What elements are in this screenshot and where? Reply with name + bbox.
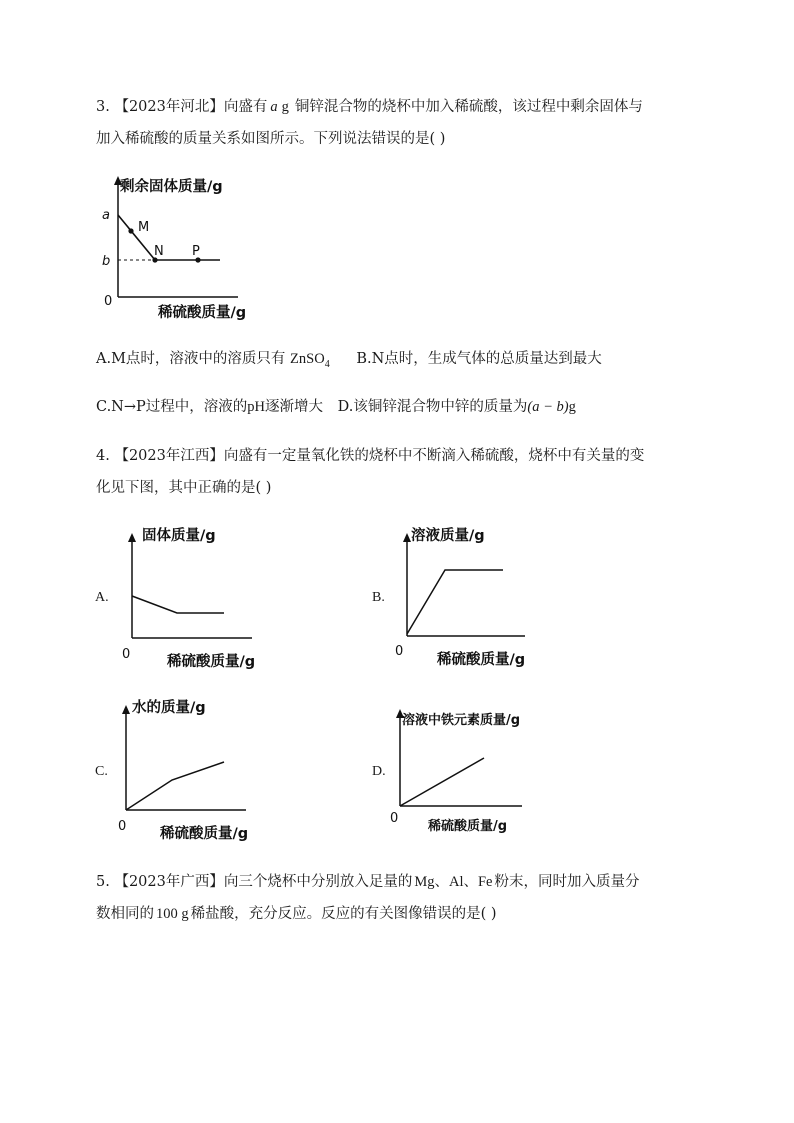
- q4a-ylabel: 固体质量/g: [142, 528, 216, 544]
- q4a-y-arrow: [128, 533, 136, 542]
- q3-var-a: a: [270, 99, 278, 115]
- q4b-origin: 0: [395, 644, 404, 659]
- q3-unit-g: g: [281, 99, 289, 115]
- q4c-ylabel: 水的质量/g: [132, 700, 206, 716]
- q3-suffix: 铜锌混合物的烧杯中加入稀硫酸，该过程中剩余固体与: [294, 99, 643, 115]
- q4b-y-arrow: [403, 533, 411, 542]
- q3-a-tick: a: [102, 208, 110, 223]
- q4b-ylabel: 溶液质量/g: [411, 528, 485, 544]
- q3-option-d[interactable]: D.该铜锌混合物中锌的质量为(a − b)g: [337, 399, 576, 415]
- q4a-xlabel: 稀硫酸质量/g: [167, 654, 256, 670]
- q3-ylabel: 剩余固体质量/g: [120, 179, 223, 195]
- q3-n-label: N: [154, 244, 164, 259]
- q4-graph-b: [385, 520, 565, 670]
- q3-stem-line1: [96, 97, 643, 117]
- q3-options-row1: [96, 349, 602, 375]
- q3-point-m: [128, 228, 133, 233]
- q4b-xlabel: 稀硫酸质量/g: [437, 652, 526, 668]
- q4-stem-line2: 化见下图，其中正确的是( ): [96, 480, 272, 496]
- q3-prefix: 3. 【2023年河北】向盛有: [96, 99, 268, 115]
- q3-option-b[interactable]: B.N点时，生成气体的总质量达到最大: [356, 351, 602, 367]
- q4c-xlabel: 稀硫酸质量/g: [160, 826, 249, 842]
- q3-options-row2: [96, 397, 576, 417]
- q4d-origin: 0: [390, 811, 399, 826]
- q4b-curve: [407, 570, 503, 634]
- q5-metals: Mg、Al、Fe: [414, 874, 493, 890]
- q4-option-b-label[interactable]: B.: [372, 590, 385, 605]
- q4c-origin: 0: [118, 819, 127, 834]
- q5-stem-line2: 数相同的 100 g 稀盐酸，充分反应。反应的有关图像错误的是( ): [96, 906, 497, 922]
- q4c-y-arrow: [122, 705, 130, 714]
- q3-graph: [98, 175, 268, 325]
- q3-option-a[interactable]: A.M点时，溶液中的溶质只有 ZnSO$_4$: [96, 351, 330, 370]
- q3-stem-line2: 加入稀硫酸的质量关系如图所示。下列说法错误的是( ): [96, 131, 446, 147]
- q3-curve: [118, 215, 220, 260]
- q4-option-d-label[interactable]: D.: [372, 764, 386, 779]
- q4-option-c-label[interactable]: C.: [95, 764, 108, 779]
- q4c-curve: [126, 762, 224, 810]
- q3-b-tick: b: [102, 254, 111, 269]
- q3-p-label: P: [192, 244, 200, 259]
- q4-graph-a: [112, 520, 292, 670]
- q4-graph-c: [106, 692, 286, 842]
- q5-stem-line1: 5. 【2023年广西】向三个烧杯中分别放入足量的 Mg、Al、Fe 粉末，同时加入质量分: [96, 874, 640, 890]
- q3-xlabel: 稀硫酸质量/g: [158, 305, 247, 321]
- q4-option-a-label[interactable]: A.: [95, 590, 109, 605]
- q4d-xlabel: 稀硫酸质量/g: [428, 819, 508, 834]
- q3-option-c[interactable]: C.N→P过程中，溶液的pH逐渐增大: [96, 399, 324, 415]
- q3-origin: 0: [104, 294, 113, 309]
- q4-graph-d: [382, 696, 562, 846]
- q4a-origin: 0: [122, 647, 131, 662]
- q4a-curve: [132, 596, 224, 613]
- q5-amount: 100 g: [156, 906, 189, 922]
- q4d-curve: [400, 758, 484, 806]
- q3-m-label: M: [138, 220, 150, 235]
- q4d-ylabel: 溶液中铁元素质量/g: [402, 713, 521, 728]
- q4-stem-line1: 4. 【2023年江西】向盛有一定量氧化铁的烧杯中不断滴入稀硫酸，烧杯中有关量的变: [96, 448, 645, 464]
